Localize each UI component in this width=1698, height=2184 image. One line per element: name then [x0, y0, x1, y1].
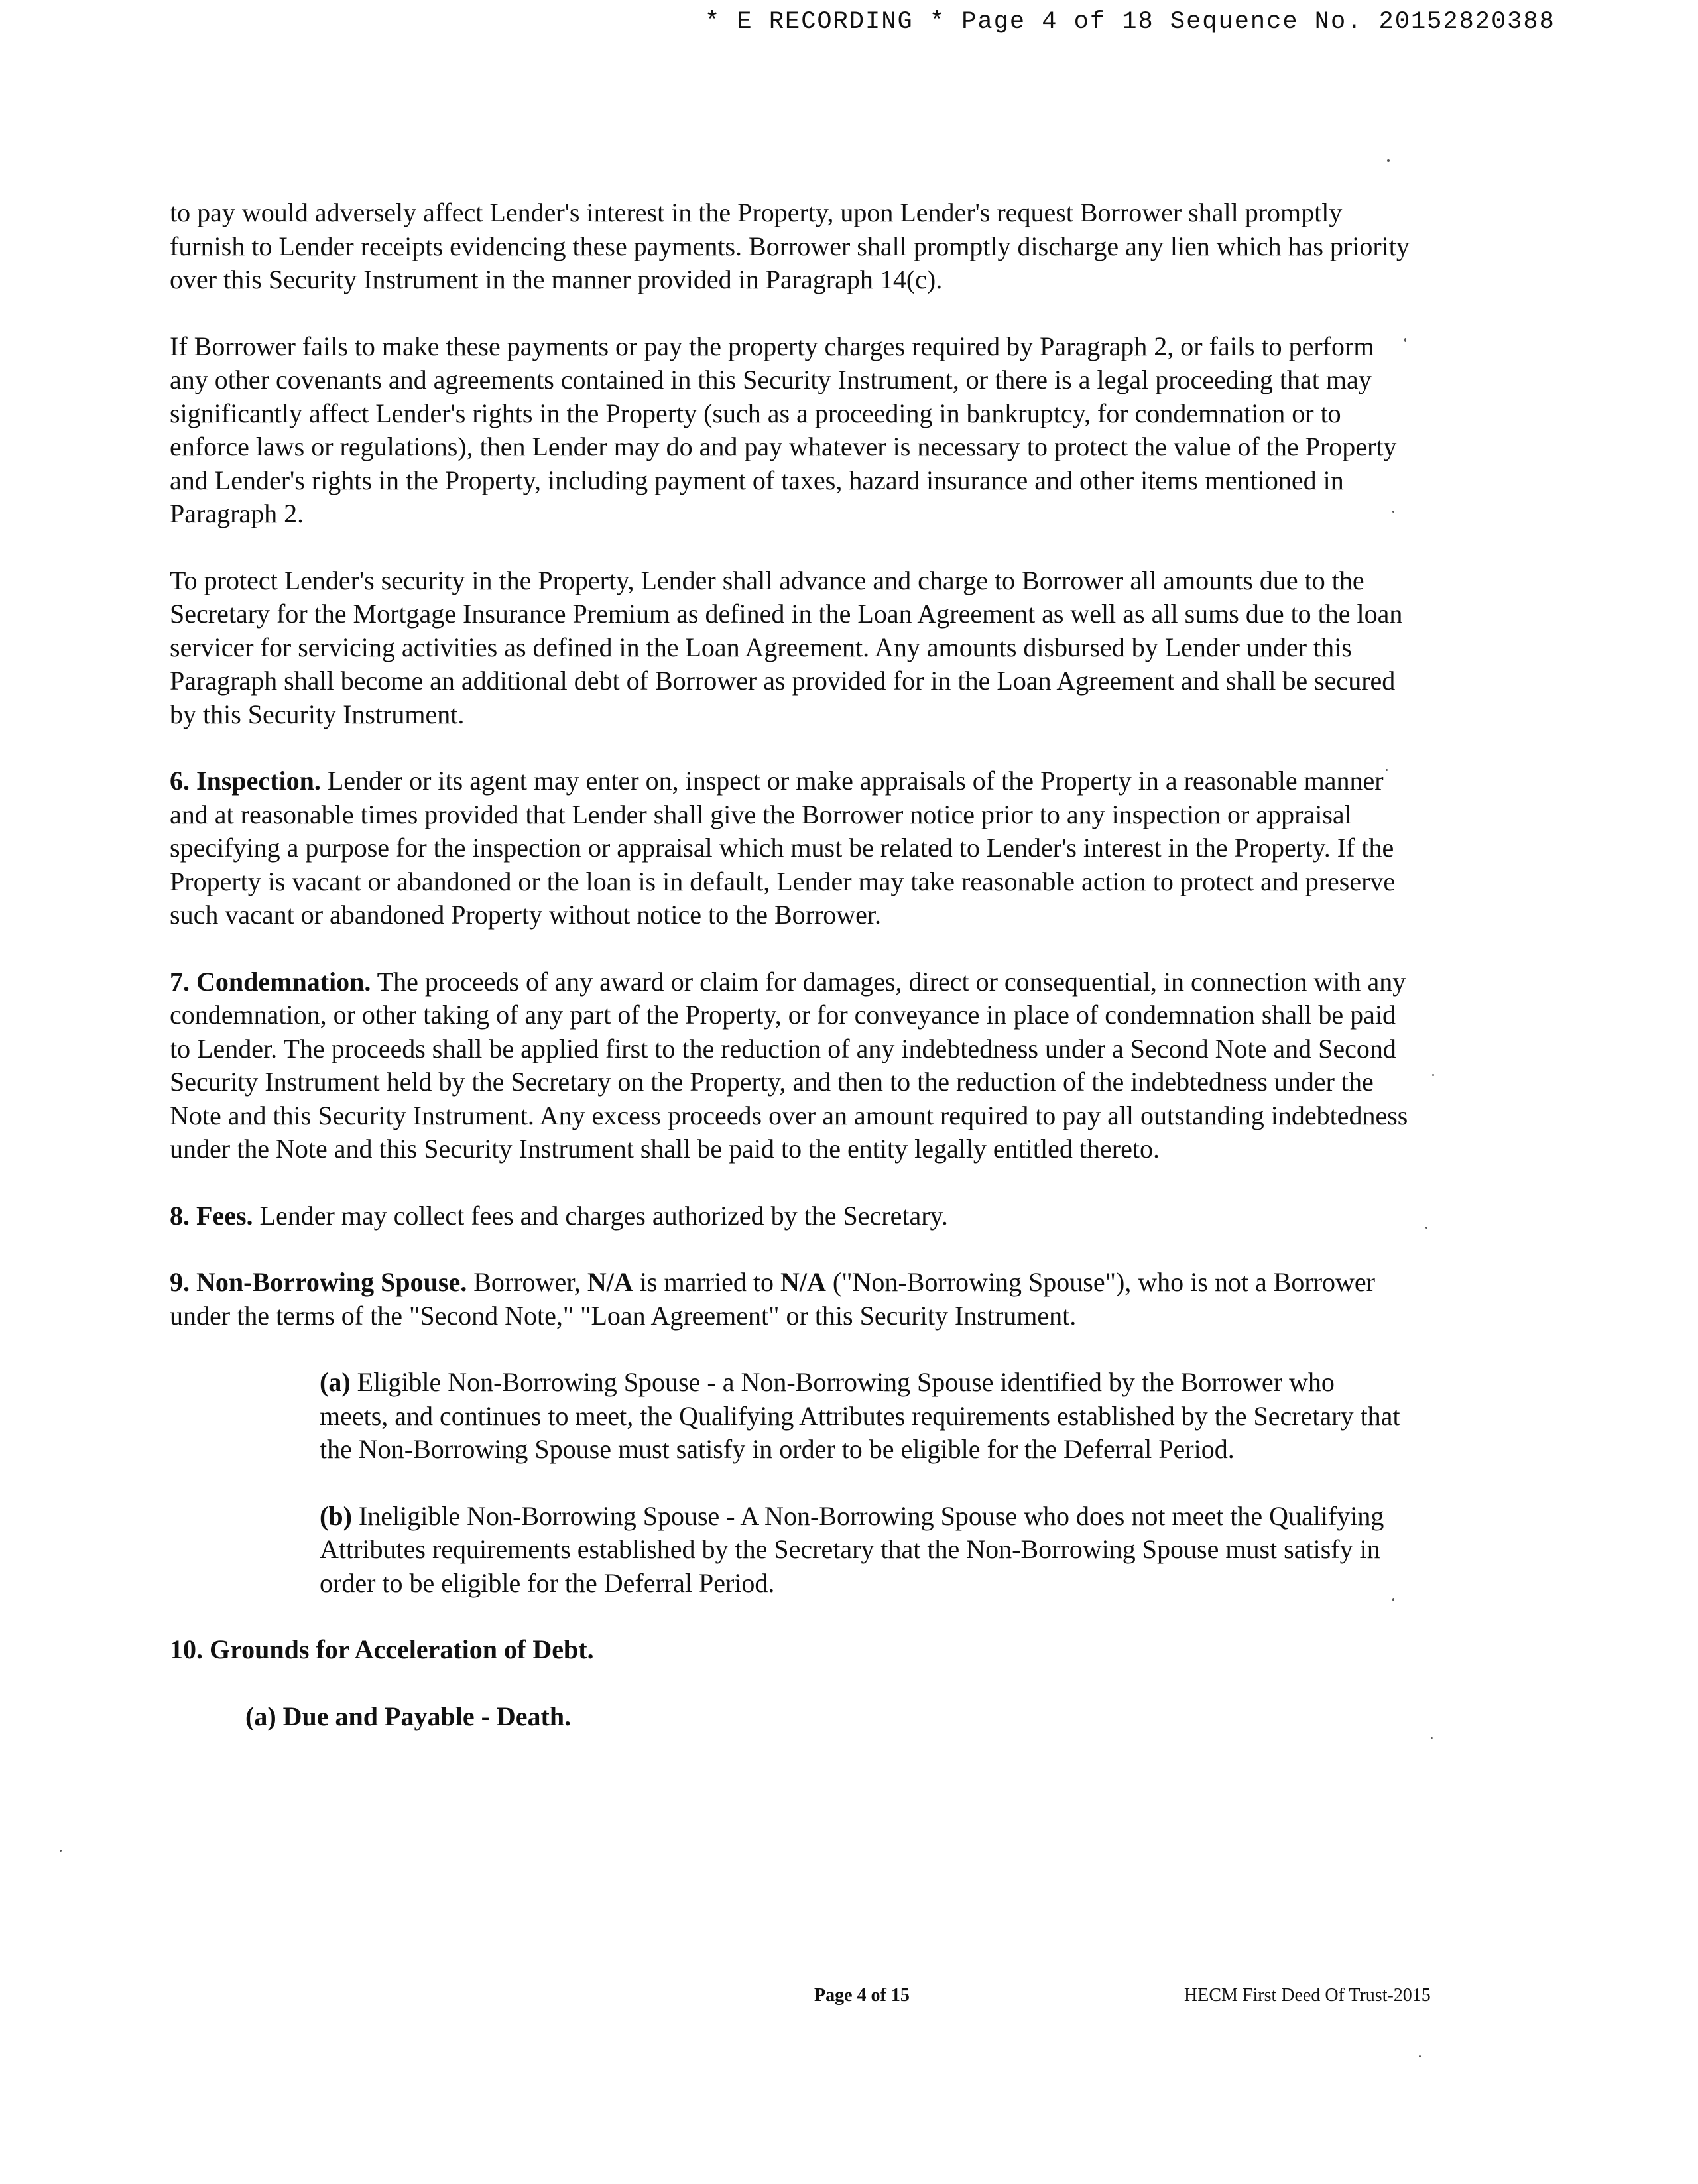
scan-speck: [1404, 338, 1406, 342]
nbs-item-ineligible: [320, 1500, 1407, 1601]
scan-speck: [1431, 1737, 1433, 1739]
subsection-due-payable-death: (a) Due and Payable - Death.: [245, 1701, 572, 1731]
section-acceleration-title: 10. Grounds for Acceleration of Debt.: [170, 1634, 594, 1664]
section-fees-title: 8. Fees.: [170, 1200, 253, 1231]
section-nbs-body-c: ("Non-Borrowing Spouse"), who is not a Borrower under the terms of the "Second Note," "Loan Agreement" or this Security Instrument.: [170, 1267, 1375, 1331]
nbs-item-eligible-label: (a): [320, 1367, 351, 1397]
section-fees-body: Lender may collect fees and charges authorized by the Secretary.: [253, 1200, 948, 1231]
recording-header: * E RECORDING * Page 4 of 18 Sequence No. 20152820388: [705, 8, 1555, 36]
section-inspection-body: Lender or its agent may enter on, inspect or make appraisals of the Property in a reasonable manner and at reasonable times provided that Lender shall give the Borrower notice prior to any inspection or appraisal specifying a purpose for the inspection or appraisal which must be related to Lender's interest in the Property. If the Property is vacant or abandoned or the loan is in default, Lender may take reasonable action to protect and preserve such vacant or abandoned Property without notice to the Borrower.: [170, 766, 1396, 930]
paragraph-continuation: to pay would adversely affect Lender's interest in the Property, upon Lender's request Borrower shall promptly furnish to Lender receipts evidencing these payments. Borrower shall promptly discharge any lien which has priority over this Security Instrument in the manner provided in Paragraph 14(c).: [170, 198, 1410, 294]
scan-speck: [1387, 159, 1390, 162]
section-inspection-title: 6. Inspection.: [170, 766, 321, 796]
scan-speck: [1386, 769, 1388, 771]
section-non-borrowing-spouse: [170, 1266, 1410, 1333]
nbs-item-eligible: [320, 1366, 1407, 1467]
paragraph-borrower-failure: If Borrower fails to make these payments or pay the property charges required by Paragraph 2, or fails to perform any other covenants and agreements contained in this Security Instrument, or there is a legal proceeding that may significantly affect Lender's rights in the Property (such as a proceeding in bankruptcy, for condemnation or to enforce laws or regulations), then Lender may do and pay whatever is necessary to protect the value of the Property and Lender's rights in the Property, including payment of taxes, hazard insurance and other items mentioned in Paragraph 2.: [170, 331, 1397, 528]
document-body: [170, 196, 1410, 1733]
section-acceleration-heading: [170, 1633, 1410, 1667]
footer-page-number: Page 4 of 15: [814, 1985, 910, 2006]
section-nbs-body-a: Borrower,: [467, 1267, 587, 1297]
scan-speck: [1392, 1598, 1394, 1601]
scan-speck: [1392, 511, 1394, 513]
section-nbs-body-b: is married to: [633, 1267, 780, 1297]
section-nbs-title: 9. Non-Borrowing Spouse.: [170, 1267, 467, 1297]
section-fees: [170, 1199, 1410, 1233]
section-condemnation-title: 7. Condemnation.: [170, 966, 371, 997]
nbs-item-eligible-text: Eligible Non-Borrowing Spouse - a Non-Borrowing Spouse identified by the Borrower who meets, and continues to meet, the Qualifying Attributes requirements established by the Secretary that the Non-Borrowing Spouse must satisfy in order to be eligible for the Deferral Period.: [320, 1367, 1400, 1464]
section-inspection: [170, 764, 1410, 932]
section-nbs-borrower-name: N/A: [587, 1267, 633, 1297]
footer-form-name: HECM First Deed Of Trust-2015: [1184, 1985, 1431, 2006]
section-condemnation: [170, 965, 1410, 1166]
scan-speck: [60, 1850, 62, 1852]
paragraph-lender-security: To protect Lender's security in the Property, Lender shall advance and charge to Borrower all amounts due to the Secretary for the Mortgage Insurance Premium as defined in the Loan Agreement as well as all sums due to the loan servicer for servicing activities as defined in the Loan Agreement. Any amounts disbursed by Lender under this Paragraph shall become an additional debt of Borrower as provided for in the Loan Agreement and shall be secured by this Security Instrument.: [170, 565, 1403, 729]
scan-speck: [1425, 1227, 1427, 1229]
scan-speck: [1432, 1074, 1434, 1076]
section-condemnation-body: The proceeds of any award or claim for damages, direct or consequential, in connection with any condemnation, or other taking of any part of the Property, or for conveyance in place of condemnation shall be paid to Lender. The proceeds shall be applied first to the reduction of any indebtedness under a Second Note and Second Security Instrument held by the Secretary on the Property, and then to the reduction of the indebtedness under the Note and this Security Instrument. Any excess proceeds over an amount required to pay all outstanding indebtedness under the Note and this Security Instrument shall be paid to the entity legally entitled thereto.: [170, 966, 1408, 1164]
nbs-item-ineligible-text: Ineligible Non-Borrowing Spouse - A Non-Borrowing Spouse who does not meet the Qualifying Attributes requirements established by the Secretary that the Non-Borrowing Spouse must satisfy in order to be eligible for the Deferral Period.: [320, 1500, 1384, 1598]
scan-speck: [1419, 2055, 1421, 2057]
section-nbs-spouse-name: N/A: [780, 1267, 826, 1297]
nbs-item-ineligible-label: (b): [320, 1500, 352, 1531]
